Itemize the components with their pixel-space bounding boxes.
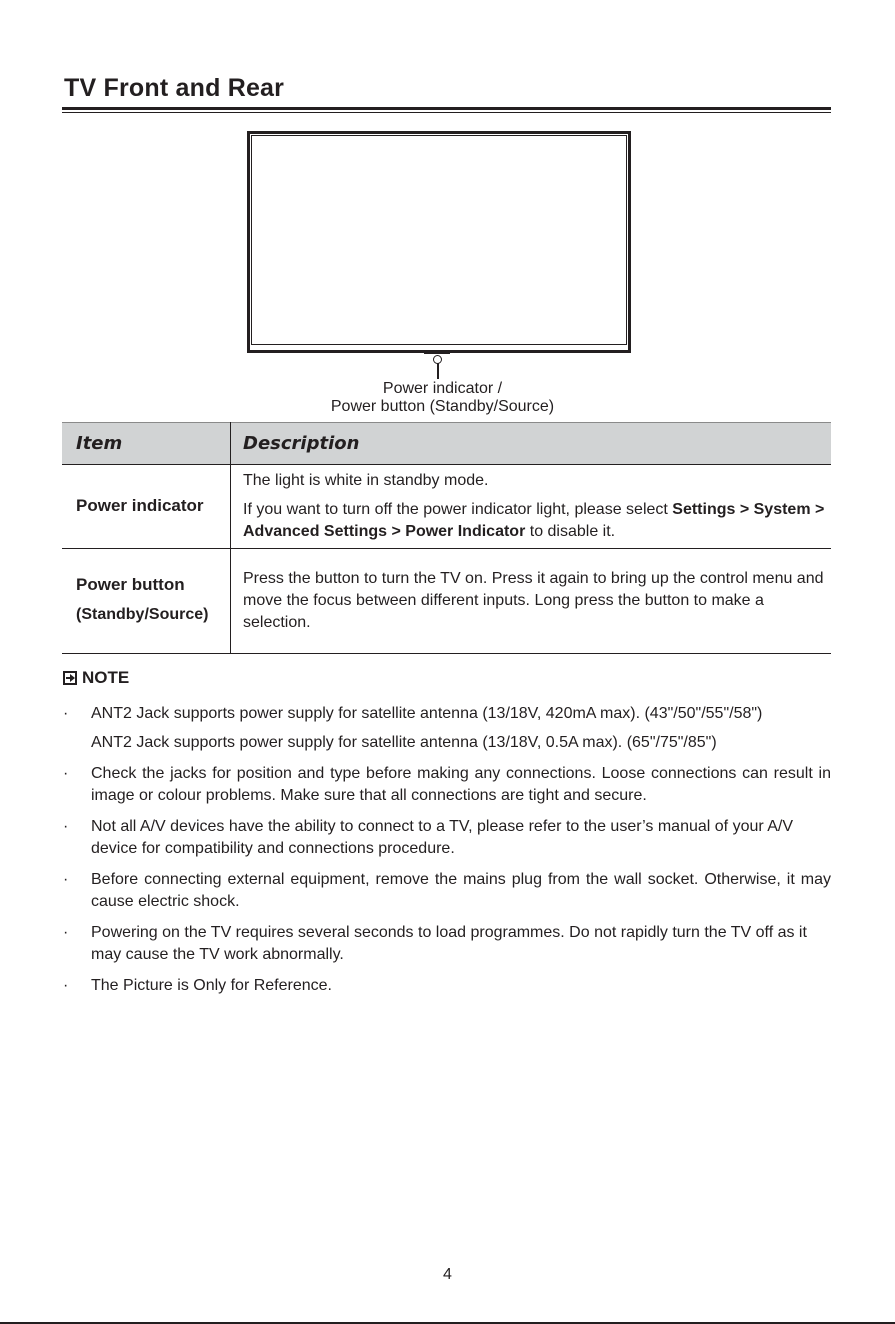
note-text: Powering on the TV requires several seconds to load programmes. Do not rapidly turn the TV off as it may cause the TV work abnormally. xyxy=(91,924,807,963)
table-header xyxy=(62,422,831,465)
note-text: Before connecting external equipment, remove the mains plug from the wall socket. Otherwise, it may cause electric shock. xyxy=(91,871,831,910)
list-item xyxy=(55,869,831,913)
note-heading xyxy=(63,668,129,688)
callout-line-1: Power indicator / xyxy=(382,380,503,397)
callout-label xyxy=(250,380,635,416)
callout-line-2: Power button (Standby/Source) xyxy=(330,398,555,415)
list-item xyxy=(55,703,831,754)
list-item xyxy=(55,922,831,966)
note-list xyxy=(55,703,831,1006)
list-item xyxy=(55,816,831,860)
tv-bottom-bezel xyxy=(424,350,450,354)
note-text: Check the jacks for position and type before making any connections. Loose connections can result in image or colour problems. Make sure that all connections are tight and secure. xyxy=(91,765,831,804)
list-item xyxy=(55,975,831,997)
row-item-power-button xyxy=(76,570,208,630)
title-rule-thin xyxy=(62,112,831,113)
header-item: Item xyxy=(76,433,123,454)
note-text: Not all A/V devices have the ability to connect to a TV, please refer to the user’s manual of your A/V device for compatibility and connections procedure. xyxy=(91,818,794,857)
header-description: Description xyxy=(243,433,360,454)
page-number: 4 xyxy=(443,1266,452,1283)
bullet: · xyxy=(63,818,69,835)
list-item xyxy=(55,763,831,807)
desc-text: If you want to turn off the power indicator light, please select xyxy=(243,501,673,518)
desc-paragraph xyxy=(243,499,833,543)
bullet: · xyxy=(63,924,69,941)
row-desc-power-button: Press the button to turn the TV on. Press it again to bring up the control menu and move the focus between different inputs. Long press the button to make a selection. xyxy=(243,570,824,631)
bullet: · xyxy=(63,705,69,722)
note-text: ANT2 Jack supports power supply for satellite antenna (13/18V, 420mA max). (43"/50"/55"/58") xyxy=(91,705,763,722)
row-divider xyxy=(62,548,831,549)
tv-screen xyxy=(251,135,627,345)
item-line-1: Power button xyxy=(76,575,185,594)
note-text: The Picture is Only for Reference. xyxy=(91,977,332,994)
desc-line: The light is white in standby mode. xyxy=(243,472,489,489)
bullet: · xyxy=(63,871,69,888)
title-rule xyxy=(62,107,831,110)
callout-line xyxy=(437,363,439,379)
note-subtext: ANT2 Jack supports power supply for satellite antenna (13/18V, 0.5A max). (65"/75"/85") xyxy=(91,734,717,751)
item-description-table xyxy=(62,422,831,654)
note-arrow-icon xyxy=(63,671,77,685)
bullet: · xyxy=(63,977,69,994)
desc-text-end: to disable it. xyxy=(525,523,616,540)
row-item-power-indicator: Power indicator xyxy=(76,496,204,515)
row-desc-power-indicator xyxy=(243,470,833,543)
settings-path: Settings > System > Advanced Settings > Power Indicator xyxy=(243,501,825,540)
table-bottom-rule xyxy=(62,653,831,654)
note-label: NOTE xyxy=(82,668,130,687)
column-divider xyxy=(230,422,231,654)
page-title: TV Front and Rear xyxy=(64,74,285,102)
item-line-2: (Standby/Source) xyxy=(76,606,209,623)
bullet: · xyxy=(63,765,69,782)
